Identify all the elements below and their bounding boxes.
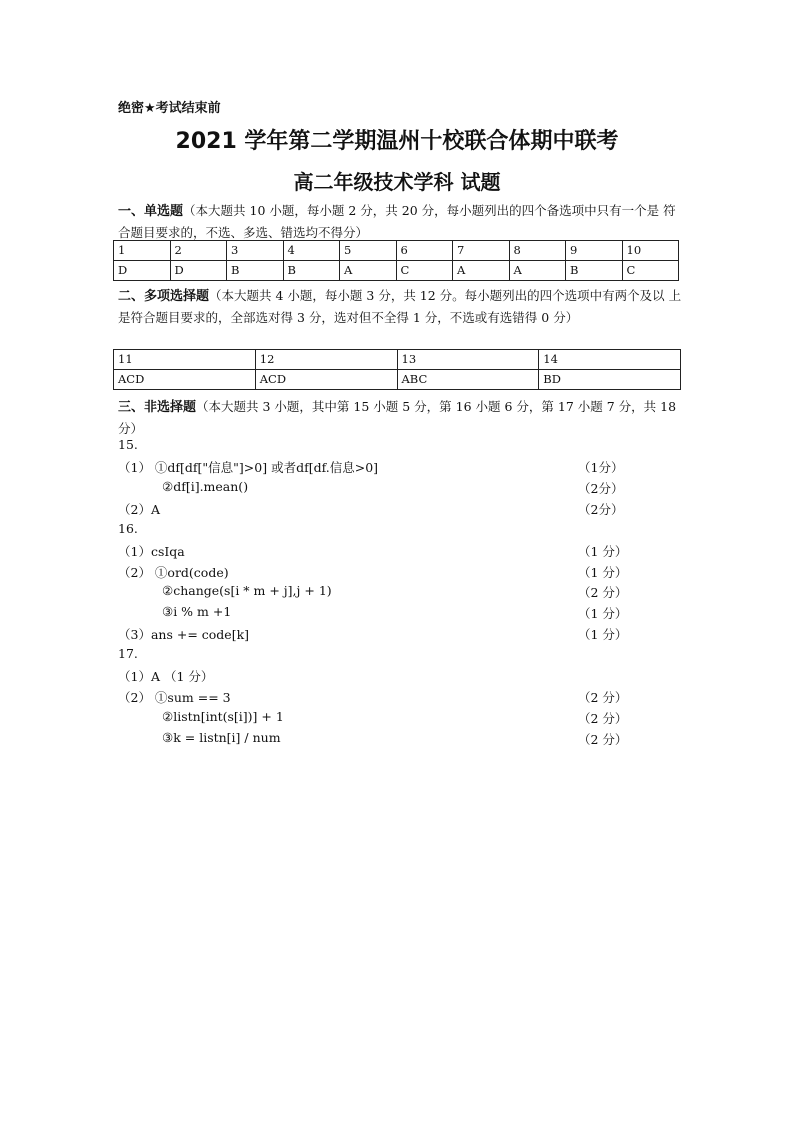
- table-cell: D: [170, 261, 227, 281]
- answer-line: （2） ①ord(code): [118, 565, 229, 580]
- table-cell: 3: [227, 241, 284, 261]
- table-cell: B: [566, 261, 623, 281]
- answer-line: （1）csIqa: [118, 544, 185, 559]
- table-cell: 2: [170, 241, 227, 261]
- question-15-label: 15.: [118, 437, 138, 452]
- section1-header: [118, 200, 686, 243]
- answer-score: （2 分）: [578, 585, 628, 600]
- section1-answer-table: [113, 240, 679, 281]
- table-cell: 14: [539, 350, 681, 370]
- table-cell: ACD: [114, 370, 256, 390]
- question-17-label: 17.: [118, 646, 138, 661]
- answer-score: （2分）: [578, 502, 624, 517]
- table-cell: B: [283, 261, 340, 281]
- table-cell: 8: [509, 241, 566, 261]
- exam-subtitle: 高二年级技术学科 试题: [293, 170, 501, 194]
- table-cell: ACD: [255, 370, 397, 390]
- table-cell: BD: [539, 370, 681, 390]
- answer-score: （2 分）: [578, 732, 628, 747]
- answer-score: （2 分）: [578, 711, 628, 726]
- table-cell: 11: [114, 350, 256, 370]
- table-cell: 4: [283, 241, 340, 261]
- confidential-label: 绝密★考试结束前: [118, 101, 221, 116]
- table-row: [114, 241, 679, 261]
- answer-line: （3）ans += code[k]: [118, 627, 250, 642]
- table-cell: 9: [566, 241, 623, 261]
- table-cell: 1: [114, 241, 171, 261]
- answer-line: ②change(s[i * m + j],j + 1): [162, 583, 332, 598]
- table-cell: D: [114, 261, 171, 281]
- section2-answer-table: [113, 349, 681, 390]
- section2-heading: 二、多项选择题: [118, 289, 210, 304]
- answer-score: （1 分）: [578, 544, 628, 559]
- answer-score: （2 分）: [578, 690, 628, 705]
- answer-score: （1 分）: [578, 565, 628, 580]
- table-cell: A: [509, 261, 566, 281]
- table-cell: 5: [340, 241, 397, 261]
- answer-line: （1）A （1 分）: [118, 669, 214, 684]
- answer-line: （1） ①df[df["信息"]>0] 或者df[df.信息>0]: [118, 460, 379, 475]
- answer-line: ③i % m +1: [162, 604, 232, 619]
- table-cell: B: [227, 261, 284, 281]
- section3-heading: 三、非选择题: [118, 400, 197, 415]
- answer-score: （2分）: [578, 481, 624, 496]
- section3-header: [118, 396, 686, 439]
- table-cell: 6: [396, 241, 453, 261]
- section3-note: （本大题共 3 小题，其中第 15 小题 5 分，第 16 小题 6 分，第 17 小题 7 分，共 18 分）: [118, 399, 677, 436]
- answer-score: （1分）: [578, 460, 624, 475]
- section2-header: [118, 285, 686, 328]
- table-cell: 13: [397, 350, 539, 370]
- table-row: [114, 370, 681, 390]
- table-cell: A: [340, 261, 397, 281]
- answer-line: ③k = listn[i] / num: [162, 730, 281, 745]
- answer-line: （2） ①sum == 3: [118, 690, 231, 705]
- table-cell: ABC: [397, 370, 539, 390]
- table-cell: C: [396, 261, 453, 281]
- answer-line: ②df[i].mean(): [162, 479, 249, 494]
- table-row: [114, 261, 679, 281]
- table-cell: A: [453, 261, 510, 281]
- section1-heading: 一、单选题: [118, 204, 184, 219]
- table-cell: C: [622, 261, 679, 281]
- question-16-label: 16.: [118, 521, 138, 536]
- table-cell: 12: [255, 350, 397, 370]
- answer-score: （1 分）: [578, 606, 628, 621]
- exam-title: 2021 学年第二学期温州十校联合体期中联考: [175, 129, 619, 154]
- table-cell: 7: [453, 241, 510, 261]
- section1-note: （本大题共 10 小题，每小题 2 分，共 20 分，每小题列出的四个备选项中只有一个是 符合题目要求的，不选、多选、错选均不得分）: [118, 203, 676, 240]
- answer-score: （1 分）: [578, 627, 628, 642]
- table-row: [114, 350, 681, 370]
- answer-line: （2）A: [118, 502, 160, 517]
- section2-note: （本大题共 4 小题，每小题 3 分，共 12 分。每小题列出的四个选项中有两个及以 上是符合题目要求的，全部选对得 3 分，选对但不全得 1 分，不选或有选错得 0 分）: [118, 288, 682, 325]
- table-cell: 10: [622, 241, 679, 261]
- answer-line: ②listn[int(s[i])] + 1: [162, 709, 284, 724]
